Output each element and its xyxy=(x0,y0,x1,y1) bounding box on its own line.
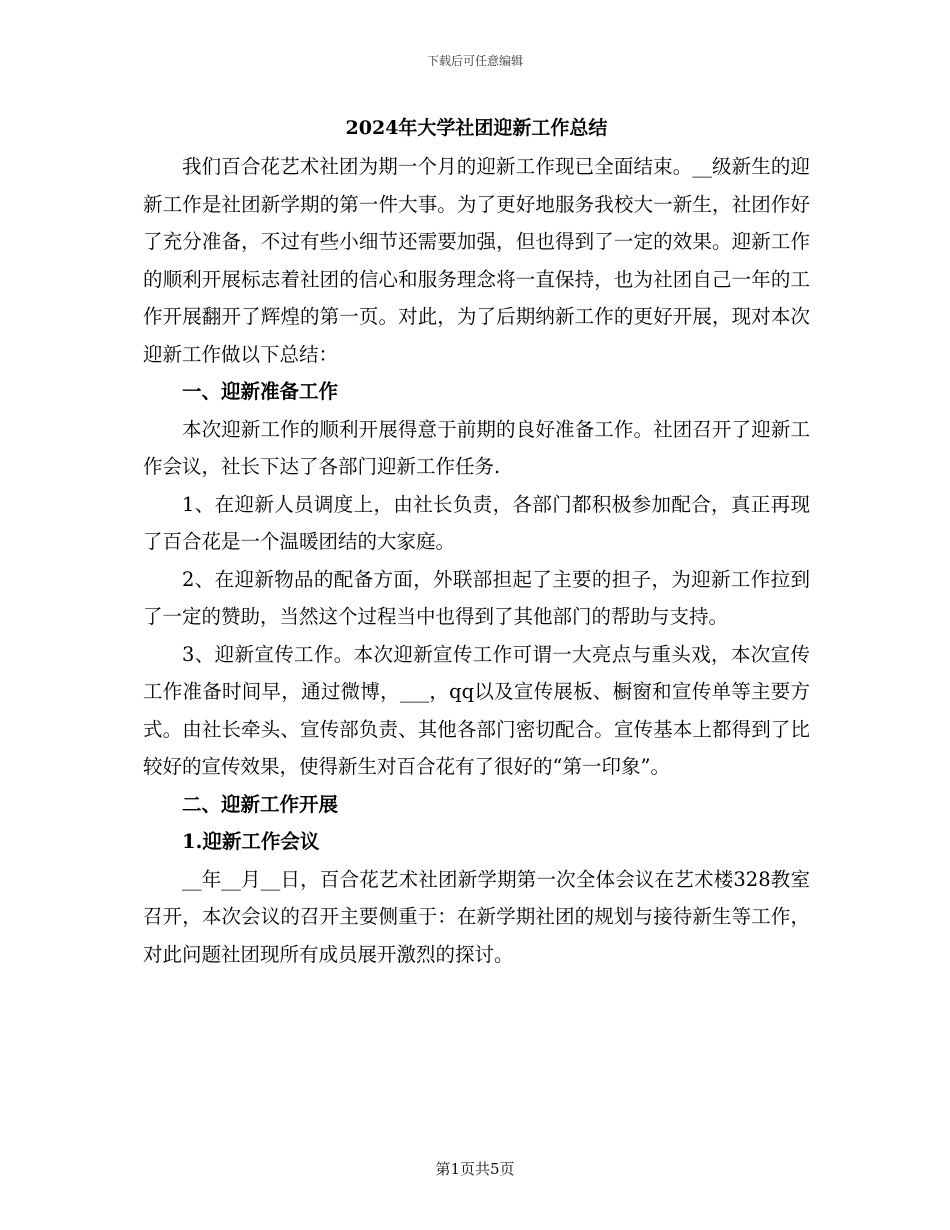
section-heading-preparation: 一、迎新准备工作 xyxy=(182,380,339,403)
document-title: 2024年大学社团迎新工作总结 xyxy=(345,117,608,139)
paragraph-meeting: __年__月__日，百合花艺术社团新学期第一次全体会议在艺术楼328教室召开，本次会议的召开主要侧重于：在新学期社团的规划与接待新生等工作，对此问题社团现所有成员展开激烈的探讨。 xyxy=(143,867,810,966)
paragraph-preparation: 本次迎新工作的顺利开展得意于前期的良好准备工作。社团召开了迎新工作会议，社长下达了各部门迎新工作任务. xyxy=(143,417,810,478)
section-heading-execution: 二、迎新工作开展 xyxy=(182,792,339,816)
paragraph-intro: 我们百合花艺术社团为期一个月的迎新工作现已全面结束。__级新生的迎新工作是社团新学期的第一件大事。为了更好地服务我校大一新生，社团作好了充分准备，不过有些小细节还需要加强，但也得到了一定的效果。迎新工作的顺利开展标志着社团的信心和服务理念将一直保持，也为社团自己一年的工作开展翻开了辉煌的第一页。对此，为了后期纳新工作的更好开展，现对本次迎新工作做以下总结： xyxy=(143,155,810,366)
page-footer: 第1页共5页 xyxy=(435,1160,515,1178)
paragraph-item-supplies: 2、在迎新物品的配备方面，外联部担起了主要的担子，为迎新工作拉到了一定的赞助，当然这个过程当中也得到了其他部门的帮助与支持。 xyxy=(143,567,810,628)
paragraph-item-publicity: 3、迎新宣传工作。本次迎新宣传工作可谓一大亮点与重头戏，本次宣传工作准备时间早，通过微博，___，qq以及宣传展板、橱窗和宣传单等主要方式。由社长牵头、宣传部负责、其他各部门密切配合。宣传基本上都得到了比较好的宣传效果，使得新生对百合花有了很好的“第一印象”。 xyxy=(143,642,810,778)
subsection-heading-meeting: 1.迎新工作会议 xyxy=(182,830,320,853)
page-header: 下载后可任意编辑 xyxy=(426,54,523,68)
paragraph-item-personnel: 1、在迎新人员调度上，由社长负责，各部门都积极参加配合，真正再现了百合花是一个温暖团结的大家庭。 xyxy=(143,492,810,553)
document-body xyxy=(143,112,810,973)
